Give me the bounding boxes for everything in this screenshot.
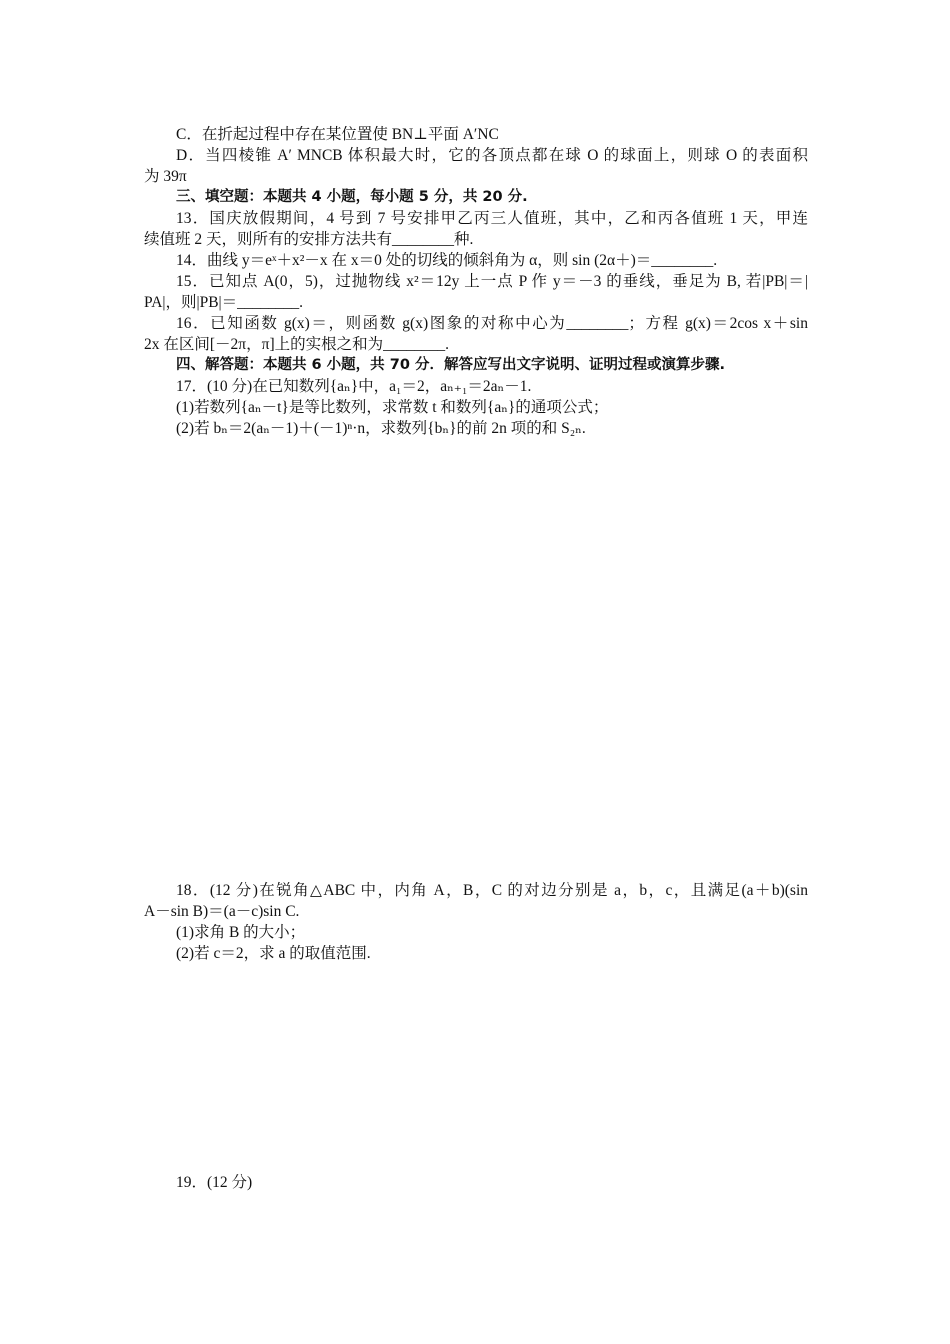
- question-17: 17．(10 分)在已知数列{aₙ}中，a₁＝2，aₙ₊₁＝2aₙ－1.: [176, 378, 532, 395]
- question-14: 14．曲线 y＝eˣ＋x²－x 在 x＝0 处的切线的倾斜角为 α，则 sin (2α＋)＝________.: [176, 252, 718, 269]
- question-18-line-1: 18．(12 分)在锐角△ABC 中，内角 A，B，C 的对边分别是 a，b，c，且满足(a＋b)(sin: [176, 882, 808, 899]
- question-15-line-2: PA|，则|PB|＝________.: [144, 294, 304, 311]
- question-17-part-2: (2)若 bₙ＝2(aₙ－1)＋(－1)ⁿ·n，求数列{bₙ}的前 2n 项的和 S₂ₙ.: [176, 420, 586, 437]
- section-4-heading: 四、解答题：本题共 6 小题，共 70 分．解答应写出文字说明、证明过程或演算步骤.: [176, 357, 725, 373]
- question-18-part-1: (1)求角 B 的大小；: [176, 924, 306, 941]
- question-19: 19．(12 分): [176, 1174, 253, 1191]
- question-16-line-1: 16．已知函数 g(x)＝，则函数 g(x)图象的对称中心为________；方程 g(x)＝2cos x＋sin: [176, 315, 808, 332]
- question-13-line-1: 13．国庆放假期间，4 号到 7 号安排甲乙丙三人值班，其中，乙和丙各值班 1 天，甲连: [176, 210, 808, 227]
- question-18-part-2: (2)若 c＝2，求 a 的取值范围.: [176, 945, 371, 962]
- option-d-line-2: 为 39π: [144, 168, 187, 185]
- option-c: C．在折起过程中存在某位置使 BN⊥平面 A′NC: [176, 126, 499, 143]
- question-13-line-2: 续值班 2 天，则所有的安排方法共有________种.: [144, 231, 474, 248]
- option-d-line-1: D．当四棱锥 A′ MNCB 体积最大时，它的各顶点都在球 O 的球面上，则球 O 的表面积: [176, 147, 808, 164]
- question-16-line-2: 2x 在区间[－2π，π]上的实根之和为________.: [144, 336, 449, 353]
- question-17-part-1: (1)若数列{aₙ－t}是等比数列，求常数 t 和数列{aₙ}的通项公式；: [176, 399, 609, 416]
- question-18-line-2: A－sin B)＝(a－c)sin C.: [144, 903, 300, 920]
- question-15-line-1: 15．已知点 A(0，5)，过抛物线 x²＝12y 上一点 P 作 y＝－3 的垂线，垂足为 B, 若|PB|＝|: [176, 273, 808, 290]
- section-3-heading: 三、填空题：本题共 4 小题，每小题 5 分，共 20 分.: [176, 189, 528, 205]
